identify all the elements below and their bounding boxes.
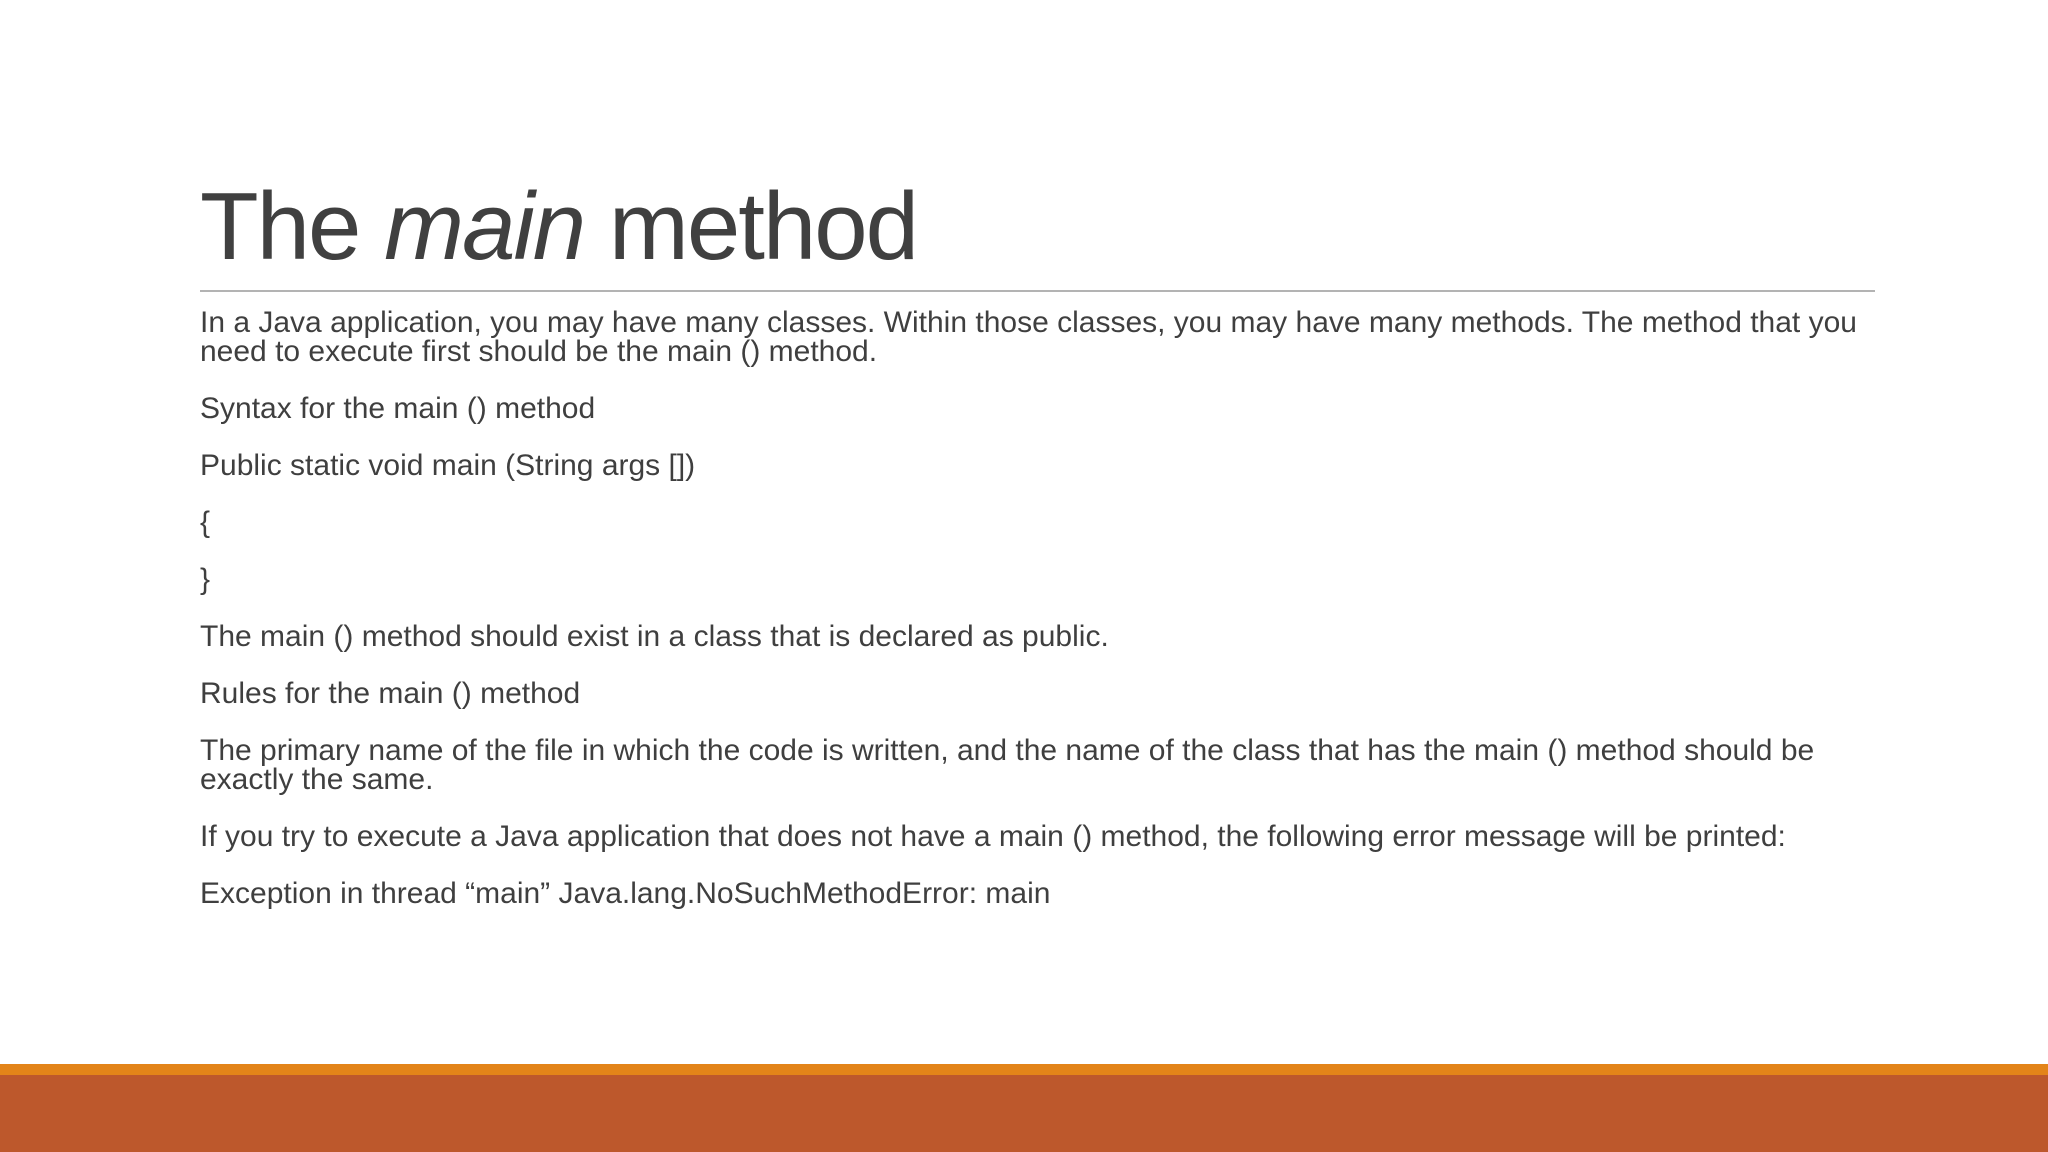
- paragraph-error-message: Exception in thread “main” Java.lang.NoSuchMethodError: main: [200, 877, 1051, 910]
- paragraph-close-brace: }: [200, 563, 211, 596]
- title-suffix: method: [584, 173, 918, 280]
- title-prefix: The: [200, 173, 385, 280]
- paragraph-syntax-signature: Public static void main (String args []): [200, 449, 696, 482]
- footer-accent-stripe: [0, 1064, 2048, 1075]
- paragraph-missing-main: If you try to execute a Java application that does not have a main () method, the following error message will be printed:: [200, 820, 1786, 853]
- paragraph-public-class: The main () method should exist in a class that is declared as public.: [200, 620, 1109, 653]
- title-divider: [200, 290, 1875, 292]
- title-emphasis: main: [384, 173, 585, 280]
- paragraph-syntax-heading: Syntax for the main () method: [200, 392, 596, 425]
- paragraph-rules-heading: Rules for the main () method: [200, 677, 581, 710]
- paragraph-file-name-rule: The primary name of the file in which the code is written, and the name of the class that has the main () method should be exactly the same.: [200, 734, 1815, 796]
- footer-bar: [0, 1075, 2048, 1152]
- paragraph-open-brace: {: [200, 506, 211, 539]
- slide-title: [200, 168, 917, 286]
- paragraph-intro: In a Java application, you may have many classes. Within those classes, you may have many methods. The method that you need to execute first should be the main () method.: [200, 306, 1857, 368]
- slide-body: [200, 308, 1875, 936]
